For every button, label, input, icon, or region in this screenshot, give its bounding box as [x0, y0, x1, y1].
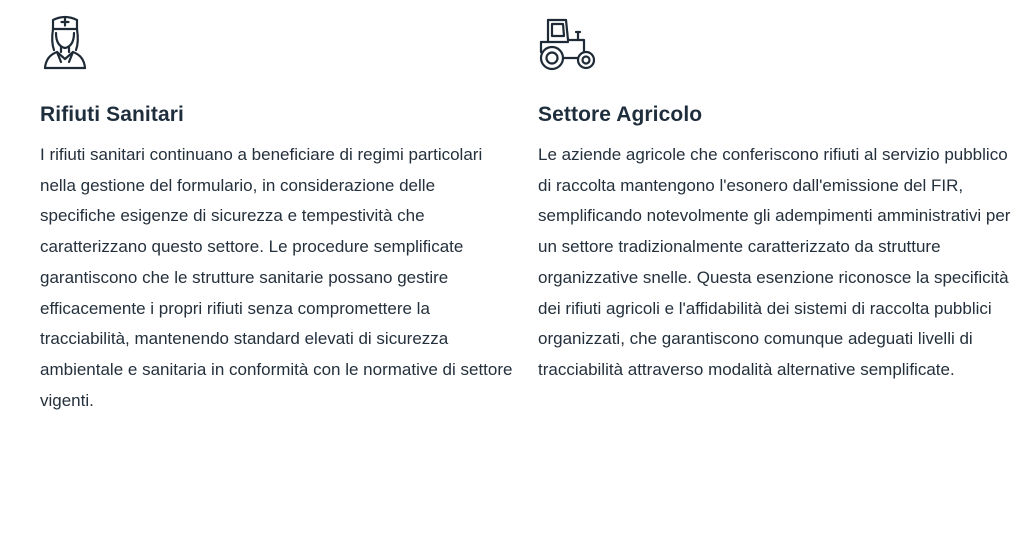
card-title: Rifiuti Sanitari [40, 103, 184, 126]
tractor-icon [538, 12, 594, 74]
card-rifiuti-sanitari [40, 12, 515, 416]
card-description: Le aziende agricole che conferiscono rifiuti al servizio pubblico di raccolta mantengono l'esonero dall'emissione del FIR, semplificando notevolmente gli adempimenti amministrativi per un settore tradizionalmente caratterizzato da strutture organizzative snelle. Questa esenzione riconosce la specificità dei rifiuti agricoli e l'affidabilità dei sistemi di raccolta pubblici organizzati, che garantiscono comunque adeguati livelli di tracciabilità attraverso modalità alternative semplificate. [538, 145, 1011, 379]
card-title: Settore Agricolo [538, 103, 703, 126]
card-settore-agricolo [538, 12, 1014, 386]
card-description: I rifiuti sanitari continuano a beneficiare di regimi particolari nella gestione del formulario, in considerazione delle specifiche esigenze di sicurezza e tempestività che caratterizzano questo settore. Le procedure semplificate garantiscono che le strutture sanitarie possano gestire efficacemente i propri rifiuti senza compromettere la tracciabilità, mantenendo standard elevati di sicurezza ambientale e sanitaria in conformità con le normative di settore vigenti. [40, 145, 513, 410]
nurse-icon [40, 12, 96, 74]
